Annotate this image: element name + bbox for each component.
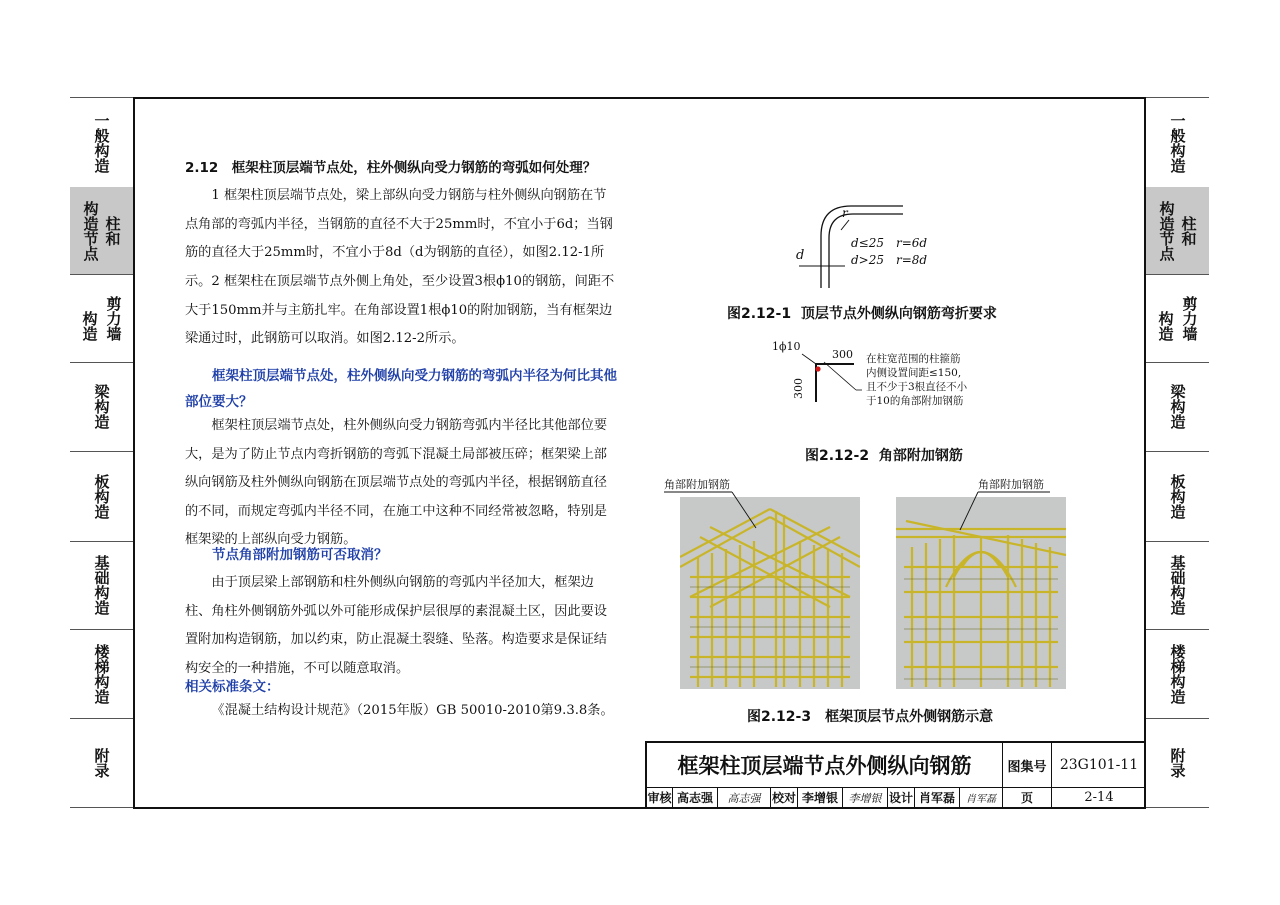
tab-label-col1: 柱和: [1179, 215, 1198, 246]
checker-cell: [797, 787, 843, 809]
atlas-number: 23G101-11: [1059, 757, 1139, 773]
left-tab-slab[interactable]: [70, 451, 133, 541]
right-tab-foundation[interactable]: [1146, 541, 1209, 629]
right-tab-appendix[interactable]: [1146, 718, 1209, 807]
checker: 李增银: [801, 791, 838, 805]
fig2-bar-label: 1ϕ10: [772, 340, 801, 353]
right-tab-general[interactable]: [1146, 99, 1209, 187]
reviewer: 高志强: [676, 791, 713, 805]
tab-label-col1: 剪力墙: [1180, 295, 1199, 341]
fig2-note-line: 在柱宽范围的柱箍筋: [866, 353, 961, 365]
tab-label-col2: 构造: [1156, 311, 1175, 341]
fig2-caption: 图2.12-2 角部附加钢筋: [805, 448, 963, 464]
left-tab-appendix[interactable]: [70, 718, 133, 807]
tab-label: 基础构造: [1168, 555, 1187, 615]
reviewer-cell: [672, 787, 718, 809]
fig2-note-line: 内侧设置间距≤150,: [866, 367, 962, 379]
question-2: 节点角部附加钢筋可否取消？: [212, 547, 388, 563]
drawing-title: [645, 741, 1003, 788]
atlas-label: 图集号: [1007, 759, 1047, 775]
left-tab-stair[interactable]: [70, 629, 133, 718]
tab-label: 梁构造: [92, 384, 111, 429]
right-tab-stair[interactable]: [1146, 629, 1209, 718]
check-signature-cell: [842, 787, 888, 809]
tab-label-col2: 构造节点: [81, 200, 100, 261]
fig3-label-right: 角部附加钢筋: [978, 478, 1044, 491]
designer: 肖军磊: [918, 791, 955, 805]
design-signature-cell: [959, 787, 1003, 809]
fig2-note-line: 于10的角部附加钢筋: [866, 395, 964, 407]
review-label: 审核: [647, 791, 672, 805]
tab-label: 附录: [92, 747, 111, 778]
design-label: 设计: [888, 791, 913, 805]
fig2-dim-vertical: 300: [792, 378, 805, 399]
left-tab-general[interactable]: [70, 99, 133, 187]
design-label-cell: [887, 787, 915, 809]
tab-label: 一般构造: [92, 113, 111, 173]
left-tab-foundation[interactable]: [70, 541, 133, 629]
title-block: [645, 741, 1146, 809]
drawing-title-text: 框架柱顶层端节点外侧纵向钢筋: [677, 754, 972, 778]
check-signature: 李增银: [848, 791, 882, 805]
fig1-rule-1: d≤25 r=6d: [851, 236, 928, 250]
answer-2: 由于顶层梁上部钢筋和柱外侧纵向钢筋的弯弧内半径加大，框架边柱、角柱外侧钢筋外弧以外可能形成保护层很厚的素混凝土区，因此要设置附加构造钢筋，加以约束，防止混凝土裂缝、坠落。构造要求是保证结构安全的一种措施，不可以随意取消。: [185, 575, 607, 676]
atlas-label-cell: [1002, 741, 1052, 788]
page-number: 2-14: [1084, 790, 1114, 805]
tab-label-col1: 柱和: [103, 215, 122, 246]
right-tab-slab[interactable]: [1146, 451, 1209, 541]
right-tab-beam[interactable]: [1146, 362, 1209, 451]
left-tab-beam[interactable]: [70, 362, 133, 451]
tab-label-col2: 构造节点: [1157, 200, 1176, 261]
tab-label: 楼梯构造: [1168, 643, 1187, 704]
review-signature: 高志强: [727, 791, 761, 805]
paragraph-1: 1 框架柱顶层端节点处，梁上部纵向受力钢筋与柱外侧纵向钢筋在节点角部的弯弧内半径，当钢筋的直径不大于25mm时，不宜小于6d；当钢筋的直径大于25mm时，不宜小于8d（d为钢筋的直径），如图2.12-1所示。: [185, 188, 613, 289]
page-number-cell: [1051, 787, 1146, 809]
tab-label: 梁构造: [1168, 384, 1187, 429]
review-label-cell: [645, 787, 673, 809]
fig1-d-label: d: [796, 248, 805, 263]
tab-label: 一般构造: [1168, 113, 1187, 173]
atlas-number-cell: [1051, 741, 1146, 788]
tab-label: 楼梯构造: [92, 643, 111, 704]
question-1: 框架柱顶层端节点处，柱外侧纵向受力钢筋的弯弧内半径为何比其他部位要大？: [185, 368, 617, 410]
left-tab-bar: [70, 97, 133, 809]
paragraph-2: 2 框架柱在顶层端节点外侧上角处，至少设置3根ϕ10的钢筋，间距不大于150mm并与主筋扎牢。在角部设置1根ϕ10的附加钢筋，当有框架边梁通过时，此钢筋可以取消。如图2.12-2所示。: [185, 274, 615, 346]
designer-cell: [914, 787, 960, 809]
fig1-rule-2: d>25 r=8d: [851, 253, 928, 267]
right-tab-bar: [1146, 97, 1209, 809]
fig2-dim-horizontal: 300: [832, 348, 853, 361]
section-heading: 2.12 框架柱顶层端节点处，柱外侧纵向受力钢筋的弯弧如何处理？: [185, 160, 597, 176]
tab-label-col1: 剪力墙: [104, 295, 123, 341]
right-tab-column[interactable]: [1146, 187, 1209, 274]
tab-label: 基础构造: [92, 555, 111, 615]
fig1-caption: 图2.12-1 顶层节点外侧纵向钢筋弯折要求: [727, 306, 997, 322]
check-label: 校对: [771, 791, 796, 805]
fig2-note: [866, 352, 986, 408]
left-tab-shearwall[interactable]: [70, 274, 133, 362]
page-label-cell: [1002, 787, 1052, 809]
fig3-caption: 图2.12-3 框架顶层节点外侧钢筋示意: [747, 709, 994, 725]
fig1-r-label: r: [842, 206, 848, 220]
standard-reference: 《混凝土结构设计规范》（2015年版）GB 50010-2010第9.3.8条。: [211, 703, 614, 718]
right-tab-shearwall[interactable]: [1146, 274, 1209, 362]
fig2-note-line: 且不少于3根直径不小: [866, 381, 968, 393]
tab-label: 附录: [1168, 747, 1187, 778]
answer-1: 框架柱顶层端节点处，柱外侧纵向受力钢筋弯弧内半径比其他部位要大，是为了防止节点内弯折钢筋的弯弧下混凝土局部被压碎；框架梁上部纵向钢筋及柱外侧纵向钢筋在顶层端节点处的弯弧内半径，根据钢筋直径的不同，而规定弯弧内半径不同，在施工中这种不同经常被忽略，特别是框架梁的上部纵向受力钢筋。: [185, 418, 608, 547]
tab-label: 板构造: [1168, 473, 1187, 519]
design-signature: 肖军磊: [966, 794, 996, 805]
review-signature-cell: [717, 787, 771, 809]
left-tab-column[interactable]: [70, 187, 133, 274]
related-standard-heading: 相关标准条文：: [185, 679, 280, 695]
check-label-cell: [770, 787, 798, 809]
tab-label-col2: 构造: [80, 311, 99, 341]
fig3-label-left: 角部附加钢筋: [664, 478, 730, 491]
tab-label: 板构造: [92, 473, 111, 519]
page-label: 页: [1020, 791, 1033, 805]
